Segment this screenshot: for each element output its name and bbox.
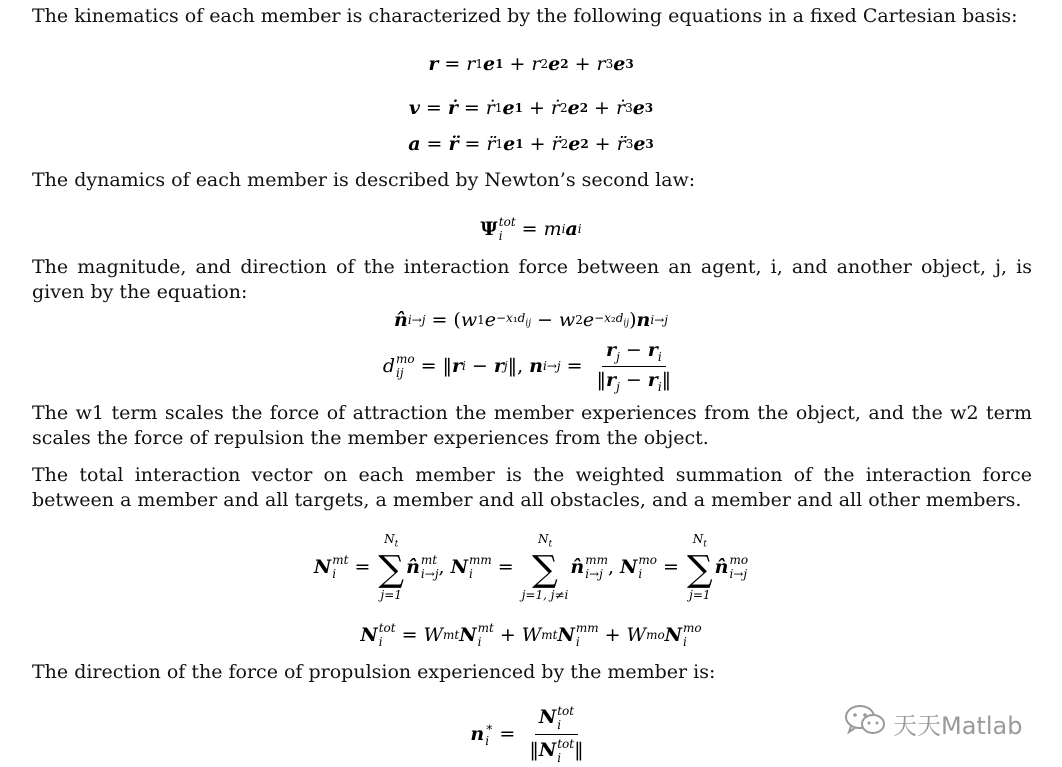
- equation-position: r = r 1 e 1 + r 2 e 2 + r 3 e 3: [428, 53, 634, 75]
- watermark: [843, 703, 1022, 743]
- equation-interaction-force: n̂ i→j = ( w 1 e $-x_1d_{ij}$ − w 2 e $-x_2d_{ij}$ ) n i→j: [394, 309, 668, 331]
- paragraph-dynamics: The dynamics of each member is described by Newton’s second law:: [32, 169, 696, 191]
- watermark-text: 天天Matlab: [893, 711, 1023, 740]
- paragraph-weights: The w1 term scales the force of attraction the member experiences from the object, and the w2 term scales the force of repulsion the member experiences from the object.: [32, 402, 1032, 449]
- paragraph-total-interaction: The total interaction vector on each member is the weighted summation of the interaction force between a member and all targets, a member and all obstacles, and a member and all other members.: [32, 464, 1032, 511]
- equation-propulsion-direction: n ∗ i = N tot i ‖N tot i ‖: [470, 703, 584, 765]
- equation-total-vector: N tot i = W mt N mt i + W mt N mm i + W mo N mo i: [360, 621, 702, 649]
- equation-acceleration: a = r̈ = r̈ 1 e 1 + r̈ 2 e 2 + r̈ 3 e 3: [408, 133, 654, 155]
- equation-summations: N mt i = $N_t$ ∑ j=1 n̂ mt i→j , N mm i = $N_t$ ∑ j=1, j≠i n̂ mm i→j , N mo i = $N_t$ ∑ j=1 n̂ mo i→j: [313, 532, 749, 602]
- equation-velocity: v = ṙ = ṙ 1 e 1 + ṙ 2 e 2 + ṙ 3 e 3: [408, 97, 654, 119]
- equation-distance-direction: d mo ij = ‖ r i − r j ‖, n i→j = $\frac{r_j - r_i}{‖r_j - r_i‖}$: [382, 338, 672, 394]
- paragraph-kinematics: The kinematics of each member is characterized by the following equations in a fixed Cartesian basis:: [32, 5, 1018, 27]
- equation-newton: Ψ tot i = m i a i: [480, 215, 582, 243]
- paragraph-interaction: The magnitude, and direction of the interaction force between an agent, i, and another object, j, is given by the equation:: [32, 256, 1032, 303]
- wechat-icon: [843, 703, 887, 743]
- paragraph-propulsion: The direction of the force of propulsion experienced by the member is:: [32, 661, 716, 683]
